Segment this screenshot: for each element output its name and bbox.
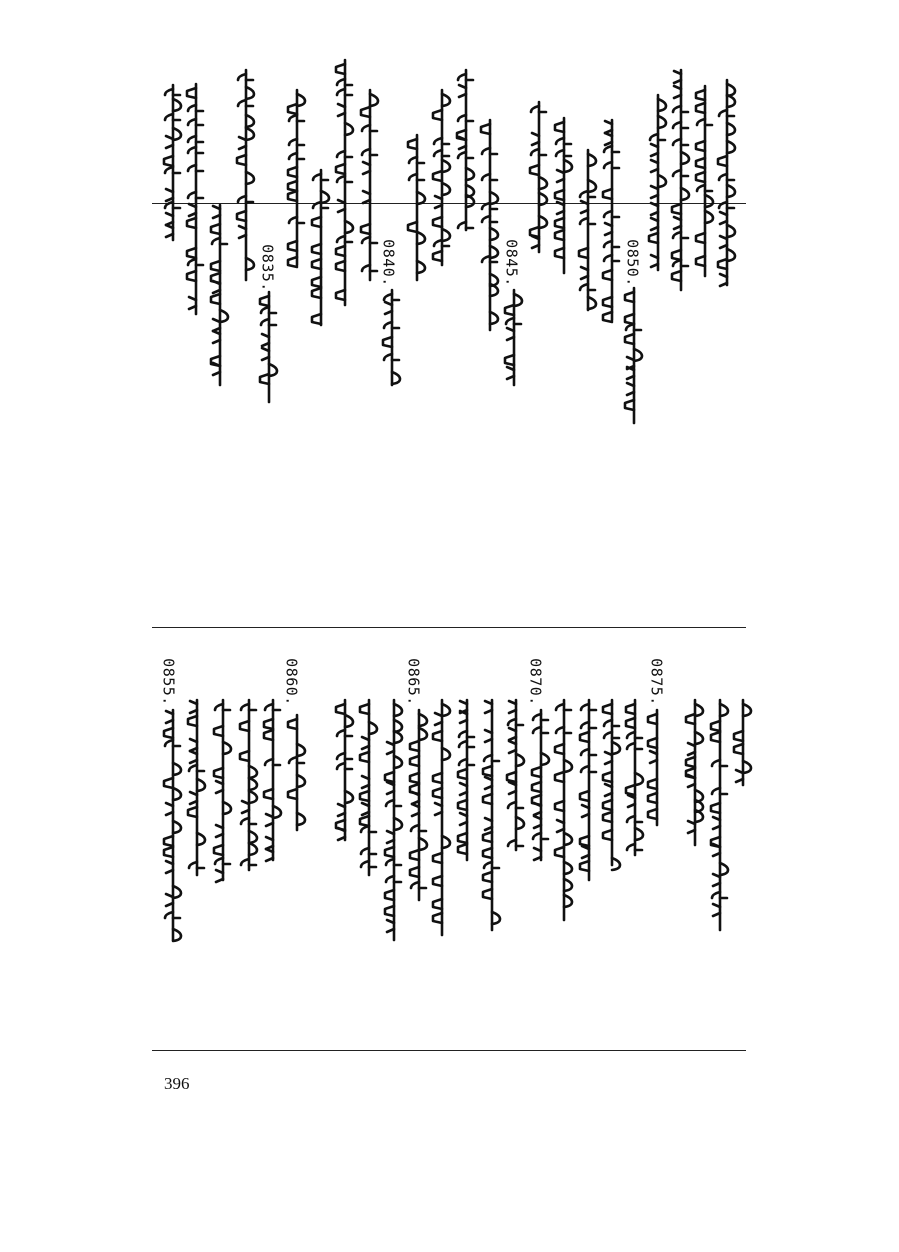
line-number: 0865. xyxy=(404,658,423,706)
script-column xyxy=(599,700,625,865)
script-column xyxy=(707,700,733,930)
script-column xyxy=(692,86,718,276)
script-column xyxy=(381,700,407,940)
line-number: 0835. xyxy=(258,244,277,292)
script-column xyxy=(284,715,310,830)
line-number: 0860. xyxy=(282,658,301,706)
script-column xyxy=(730,700,756,785)
script-column xyxy=(260,700,286,860)
script-column xyxy=(207,205,233,385)
script-column xyxy=(379,290,405,385)
script-column xyxy=(551,700,577,920)
line-number: 0855. xyxy=(159,658,178,706)
script-column xyxy=(503,700,529,850)
script-column xyxy=(599,120,625,320)
script-column xyxy=(256,292,282,402)
script-column xyxy=(332,700,358,840)
script-column xyxy=(501,290,527,385)
script-column xyxy=(576,700,602,880)
page-number: 396 xyxy=(164,1074,190,1093)
script-column xyxy=(356,700,382,875)
script-column xyxy=(429,90,455,265)
script-column xyxy=(453,70,479,230)
script-column xyxy=(528,710,554,860)
script-column xyxy=(210,700,236,880)
script-column xyxy=(160,710,186,940)
script-column xyxy=(454,700,480,860)
line-number: 0840. xyxy=(379,239,398,287)
line-number: 0850. xyxy=(623,239,642,287)
script-column xyxy=(645,95,671,270)
script-column xyxy=(160,85,186,240)
script-column xyxy=(668,70,694,290)
line-number: 0845. xyxy=(502,239,521,287)
script-column xyxy=(332,60,358,305)
script-column xyxy=(479,700,505,930)
script-column xyxy=(622,700,648,855)
script-column xyxy=(284,90,310,265)
script-column xyxy=(575,150,601,310)
script-column xyxy=(551,118,577,273)
script-column xyxy=(184,700,210,875)
bottom-rule xyxy=(152,1050,746,1051)
script-column xyxy=(183,84,209,314)
middle-rule xyxy=(152,627,746,628)
script-column xyxy=(406,710,432,900)
script-column xyxy=(404,135,430,280)
line-number: 0875. xyxy=(647,658,666,706)
script-column xyxy=(429,700,455,935)
script-column xyxy=(308,170,334,325)
script-column xyxy=(477,120,503,330)
script-column xyxy=(526,102,552,252)
line-number: 0870. xyxy=(526,658,545,706)
script-column xyxy=(357,90,383,280)
script-column xyxy=(682,700,708,845)
script-column xyxy=(233,70,259,280)
script-column xyxy=(236,700,262,870)
